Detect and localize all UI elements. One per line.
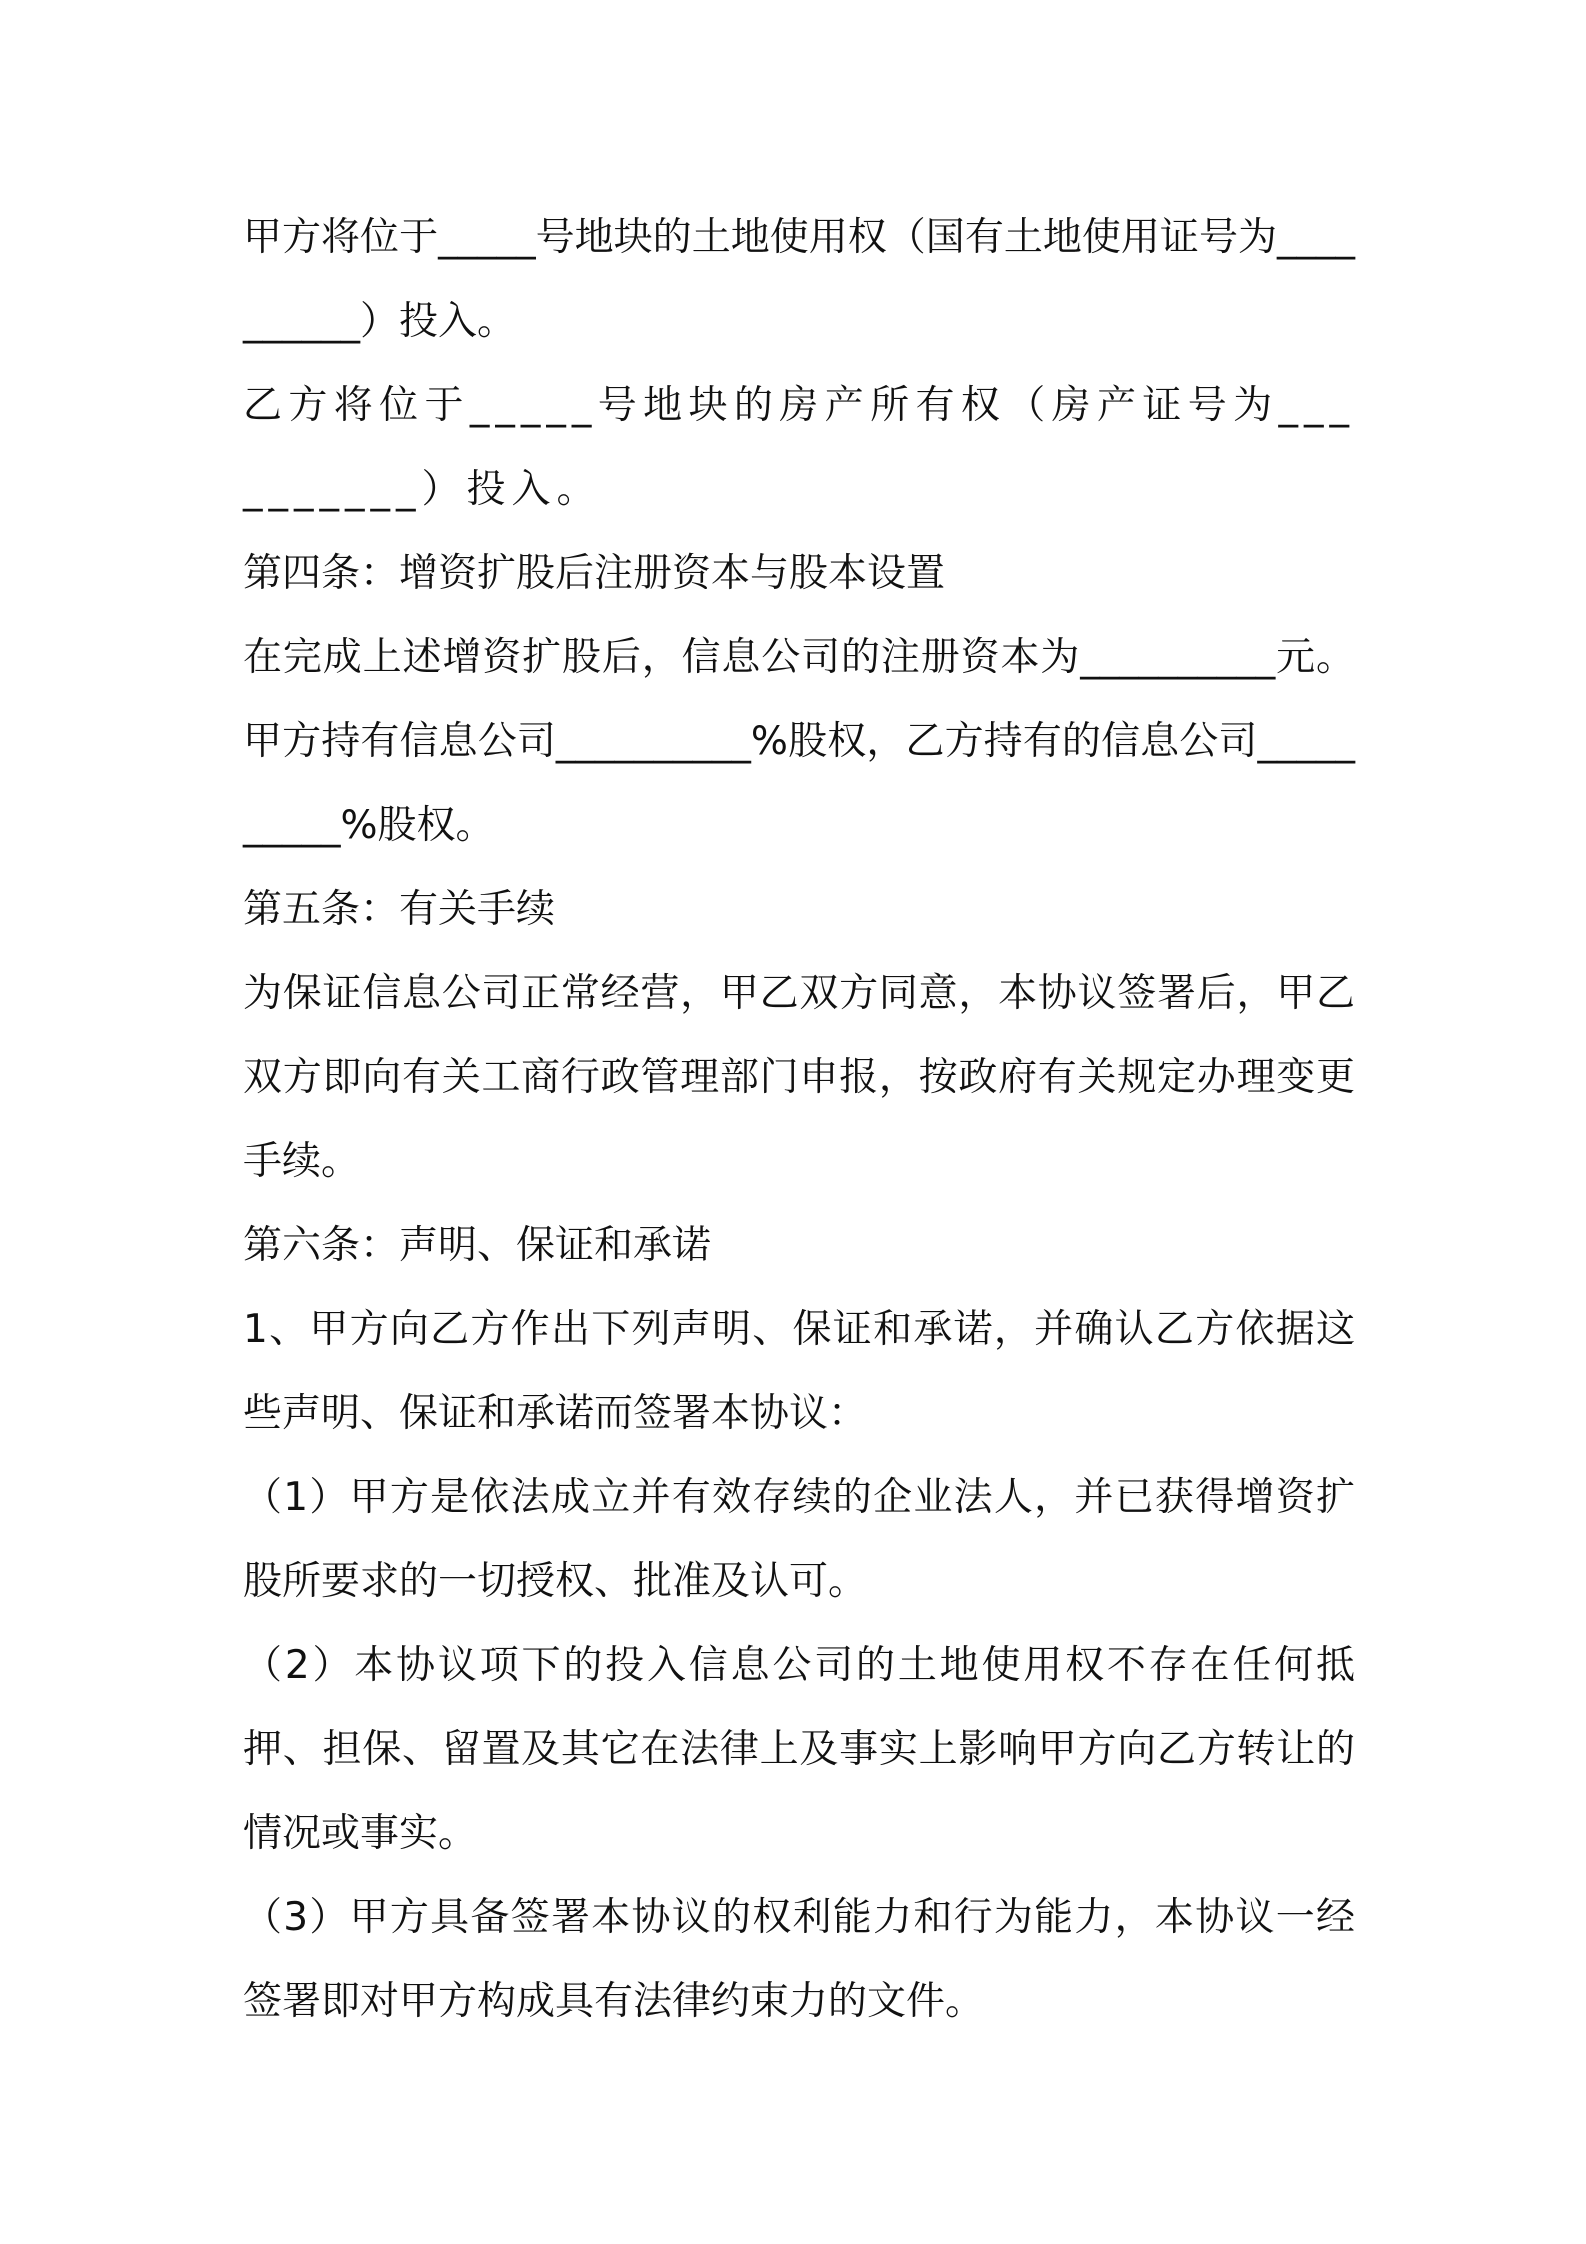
- paragraph-clause-1: （1）甲方是依法成立并有效存续的企业法人，并已获得增资扩股所要求的一切授权、批准及认可。: [243, 1475, 1355, 1604]
- paragraph-property-ownership: 乙方将位于_____号地块的房产所有权（房产证号为__________）投入。: [243, 383, 1355, 512]
- article-six-heading: 第六条：声明、保证和承诺: [243, 1223, 712, 1268]
- paragraph-clause-2: （2）本协议项下的投入信息公司的土地使用权不存在任何抵押、担保、留置及其它在法律上及事实上影响甲方向乙方转让的情况或事实。: [243, 1643, 1355, 1856]
- paragraph-land-use-right: 甲方将位于_____号地块的土地使用权（国有土地使用证号为__________）投入。: [243, 215, 1355, 344]
- document-body: [243, 196, 1355, 2044]
- paragraph-party-a-declarations: 1、甲方向乙方作出下列声明、保证和承诺，并确认乙方依据这些声明、保证和承诺而签署本协议：: [243, 1307, 1355, 1436]
- paragraph-registered-capital: 在完成上述增资扩股后，信息公司的注册资本为__________元。甲方持有信息公司__________%股权，乙方持有的信息公司__________%股权。: [243, 635, 1355, 848]
- paragraph-clause-3: （3）甲方具备签署本协议的权利能力和行为能力，本协议一经签署即对甲方构成具有法律约束力的文件。: [243, 1895, 1355, 2024]
- paragraph-procedures: 为保证信息公司正常经营，甲乙双方同意，本协议签署后，甲乙双方即向有关工商行政管理部门申报，按政府有关规定办理变更手续。: [243, 971, 1355, 1184]
- article-five-heading: 第五条：有关手续: [243, 887, 556, 932]
- article-four-heading: 第四条：增资扩股后注册资本与股本设置: [243, 551, 946, 596]
